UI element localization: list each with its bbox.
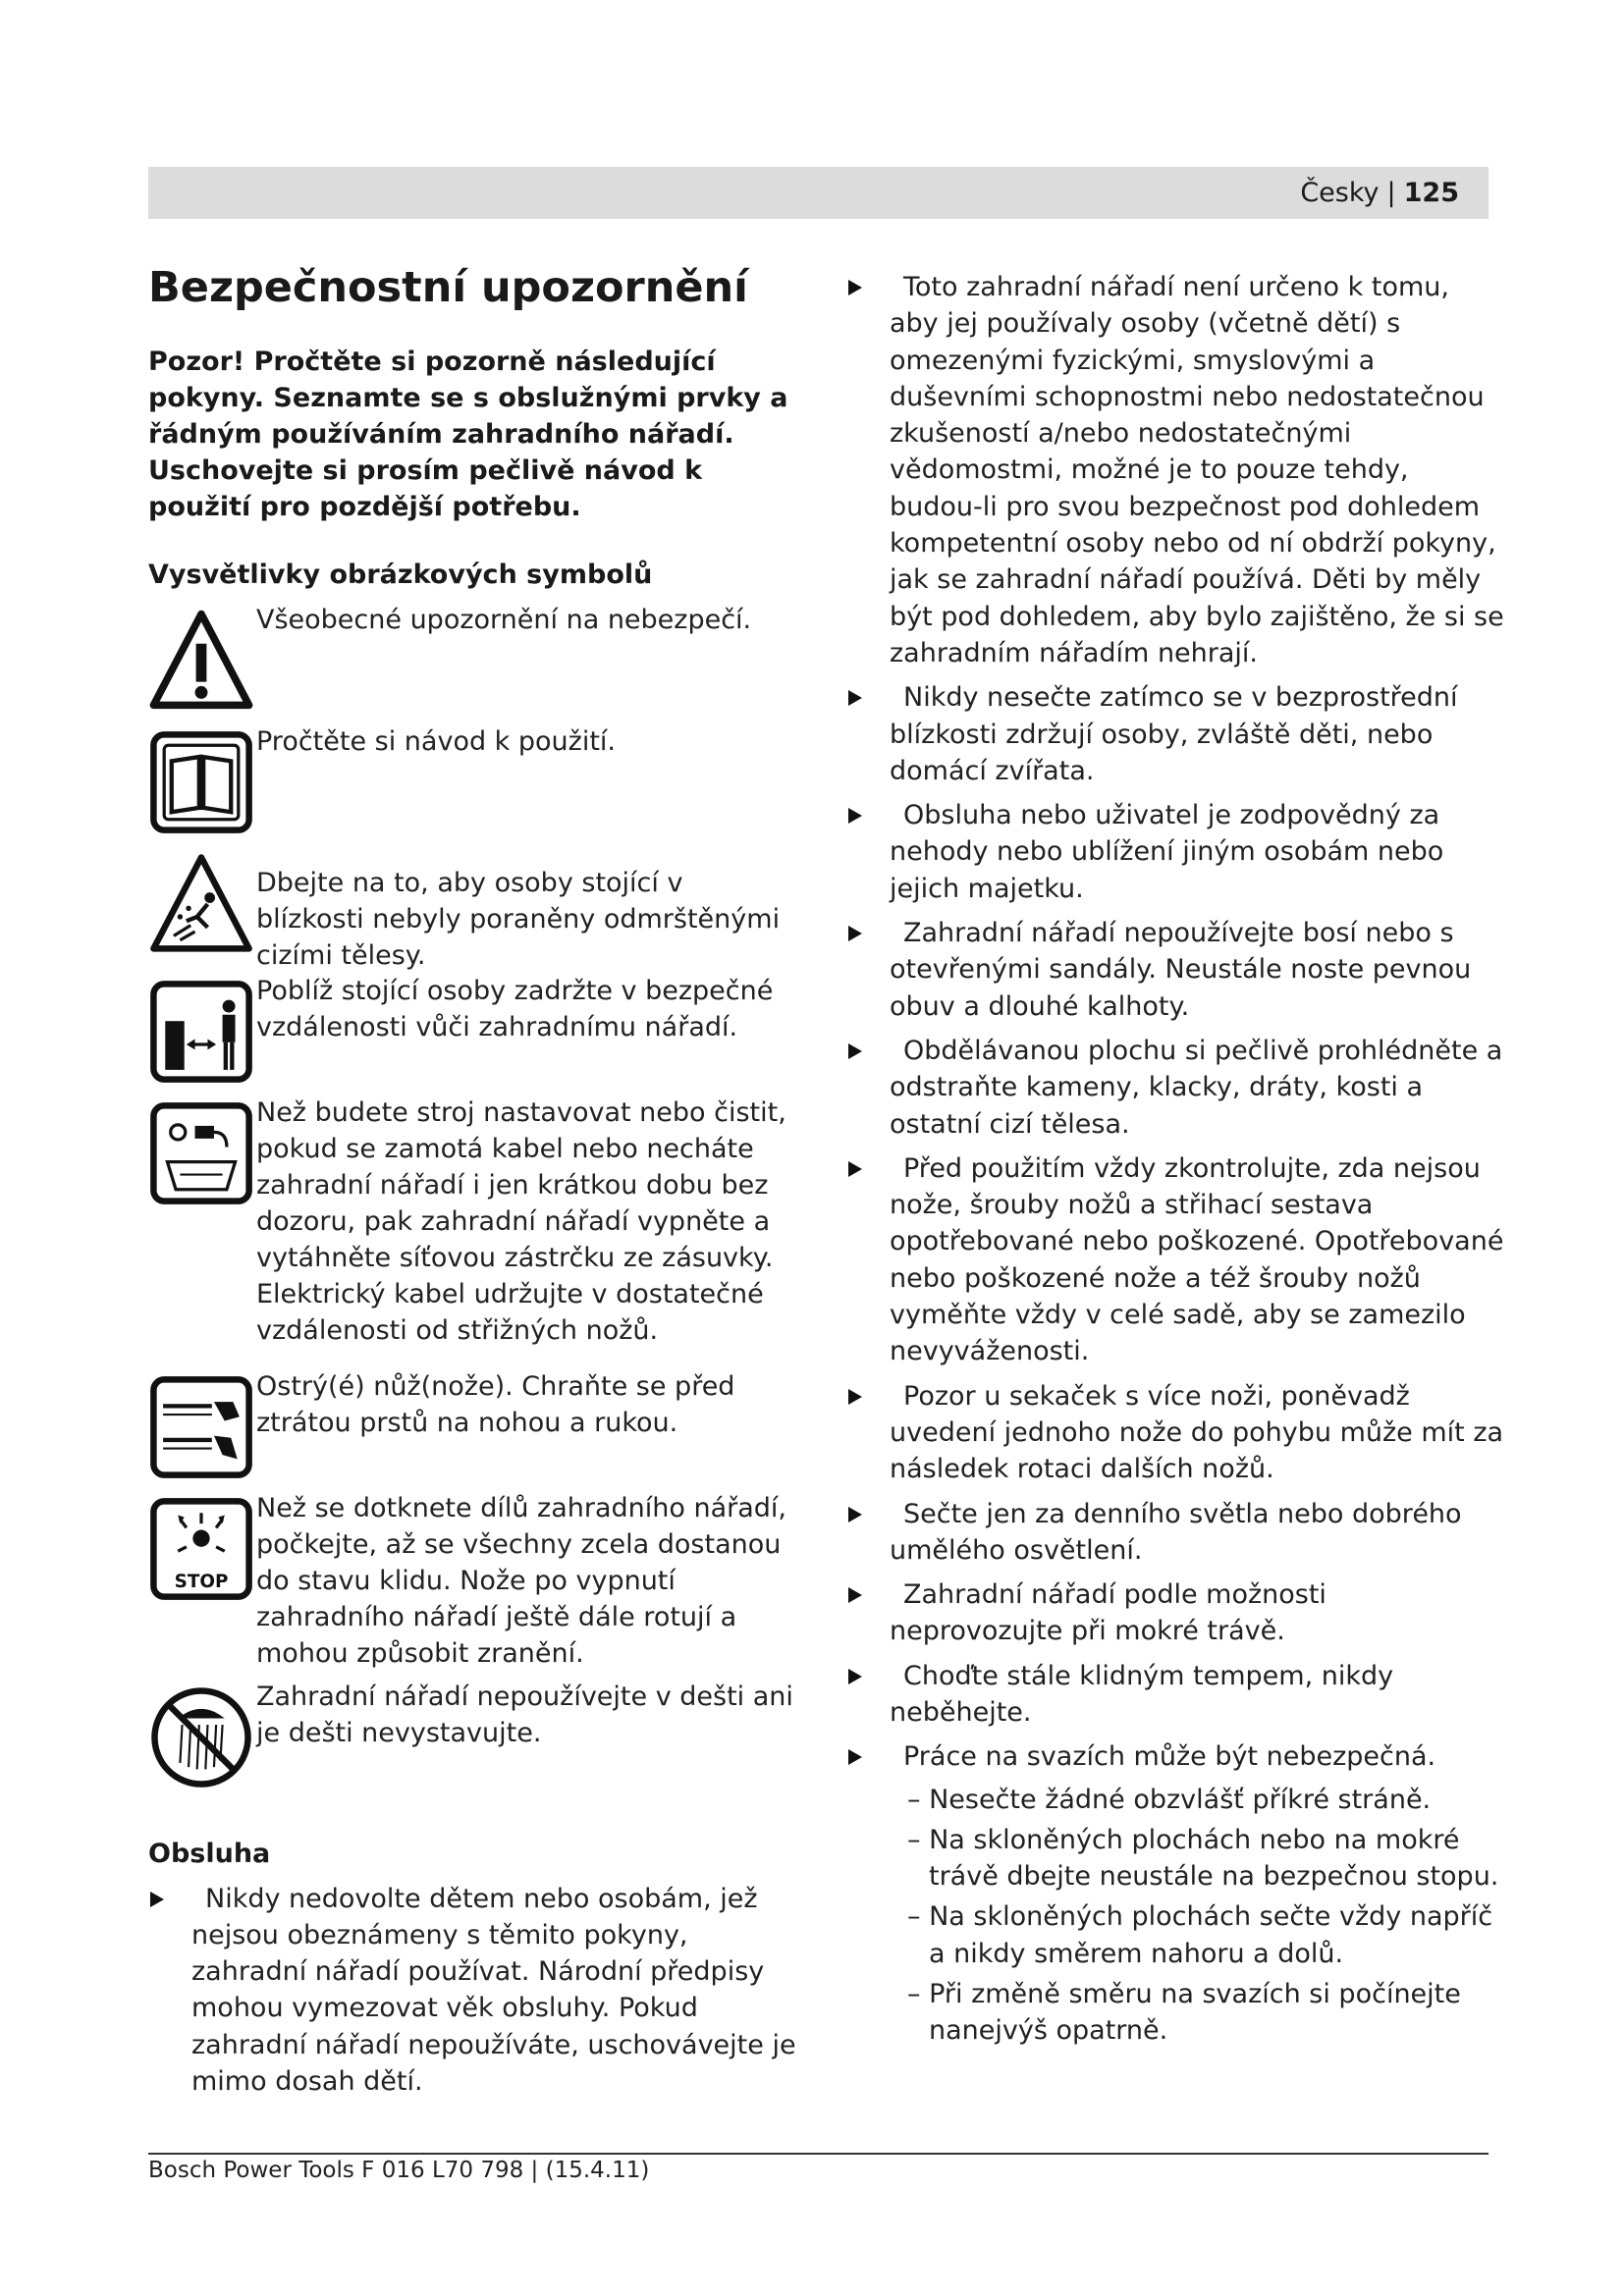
sub-list-item: – Nesečte žádné obzvlášť příkré stráně. — [907, 1784, 1432, 1815]
symbol-row — [148, 1095, 796, 1368]
bullet-arrow-icon — [848, 1043, 862, 1059]
page-number: 125 — [1403, 178, 1459, 208]
left-bullet-list — [148, 1881, 796, 2101]
symbol-text: Pročtěte si návod k použití. — [256, 725, 617, 757]
page-footer: Bosch Power Tools F 016 L70 798 | (15.4.11) — [148, 2158, 650, 2183]
symbol-row — [148, 973, 796, 1095]
symbol-text: Než budete stroj nastavovat nebo čistit, pokud se zamotá kabel nebo necháte zahradní nářadí i jen krátkou dobu bez dozoru, pak zahradní nářadí vypněte a vytáhněte síťovou zástrčku ze zásuvky. Elektrický kabel udržujte v dostatečné vzdálenosti od střižných nožů. — [256, 1096, 786, 1346]
page-title: Bezpečnostní upozornění — [148, 263, 748, 312]
bullet-arrow-icon — [848, 690, 862, 706]
list-item: Obsluha nebo uživatel je zodpovědný za nehody nebo ublížení jiným osobám nebo jejich majetku. — [846, 797, 1504, 907]
symbol-row — [148, 1679, 796, 1828]
symbol-row — [148, 1490, 796, 1679]
header-language: Česky — [1300, 178, 1380, 208]
list-item: Zahradní nářadí podle možnosti neprovozujte při mokré trávě. — [846, 1576, 1504, 1650]
operation-heading: Obsluha — [148, 1838, 271, 1869]
list-item: Nikdy nesečte zatímco se v bezprostřední blízkosti zdržují osoby, zvláště děti, nebo domácí zvířata. — [846, 679, 1504, 789]
bullet-arrow-icon — [848, 1161, 862, 1177]
symbol-row — [148, 723, 796, 845]
bullet-arrow-icon — [848, 1587, 862, 1603]
sub-list-item: – Na skloněných plochách nebo na mokré trávě dbejte neustále na bezpečnou stopu. — [907, 1824, 1499, 1893]
sub-list-item: – Při změně směru na svazích si počínejte nanejvýš opatrně. — [907, 1979, 1461, 2047]
symbol-row — [148, 1368, 796, 1490]
list-item: Toto zahradní nářadí není určeno k tomu, aby jej používaly osoby (včetně dětí) s omezenými fyzickými, smyslovými a duševními schopnostmi nebo nedostatečnou zkušeností a/nebo nedostatečnými vědomostmi, možné je to pouze tehdy, budou-li pro svou bezpečnost pod dohledem kompetentní osoby nebo od ní obdrží pokyny, jak se zahradní nářadí používá. Děti by měly být pod dohledem, aby bylo zajištěno, že si se zahradním nářadím nehrají. — [846, 269, 1504, 671]
symbol-row — [148, 602, 796, 723]
list-item: Před použitím vždy zkontrolujte, zda nejsou nože, šrouby nožů a střihací sestava opotřebované nebo poškozené. Opotřebované nebo poškozené nože a též šrouby nožů vyměňte vždy v celé sadě, aby se zamezilo nevyváženosti. — [846, 1150, 1504, 1370]
sharp-blades-icon — [148, 1368, 256, 1480]
bullet-arrow-icon — [848, 1669, 862, 1684]
bullet-arrow-icon — [848, 926, 862, 941]
list-item: Pozor u sekaček s více noži, poněvadž uvedení jednoho nože do pohybu může mít za následek rotaci dalších nožů. — [846, 1378, 1504, 1488]
symbol-text: Ostrý(é) nůž(nože). Chraňte se před ztrátou prstů na nohou a rukou. — [256, 1370, 735, 1438]
left-column — [148, 263, 796, 2108]
symbol-text: Všeobecné upozornění na nebezpečí. — [256, 604, 752, 635]
manual-book-icon — [148, 723, 256, 835]
intro-text: Pozor! Pročtěte si pozorně následující pokyny. Seznamte se s obslužnými prvky a řádným používáním zahradního nářadí. Uschovejte si prosím pečlivě návod k použití pro pozdější potřebu. — [148, 346, 788, 522]
list-item: Obdělávanou plochu si pečlivě prohlédněte a odstraňte kameny, klacky, dráty, kosti a ostatní cizí tělesa. — [846, 1033, 1504, 1143]
warning-triangle-icon — [148, 602, 256, 714]
list-item: Nikdy nedovolte dětem nebo osobám, jež nejsou obeznámeny s těmito pokyny, zahradní nářadí používat. Národní předpisy mohou vymezovat věk obsluhy. Pokud zahradní nářadí nepoužíváte, uschovávejte je mimo dosah dětí. — [148, 1881, 796, 2101]
header-separator: | — [1386, 178, 1396, 208]
bullet-arrow-icon — [848, 280, 862, 295]
stop-label: STOP — [174, 1571, 229, 1592]
symbol-row — [148, 845, 796, 973]
symbols-heading: Vysvětlivky obrázkových symbolů — [148, 559, 653, 590]
list-item: Sečte jen za denního světla nebo dobrého umělého osvětlení. — [846, 1496, 1504, 1570]
unplug-icon — [148, 1095, 256, 1206]
bullet-arrow-icon — [848, 808, 862, 824]
symbol-text: Než se dotknete dílů zahradního nářadí, počkejte, až se všechny zcela dostanou do stavu klidu. Nože po vypnutí zahradního nářadí ještě dále rotují a mohou způsobit zranění. — [256, 1492, 787, 1669]
bullet-arrow-icon — [848, 1507, 862, 1522]
footer-divider — [148, 2153, 1489, 2155]
bullet-arrow-icon — [848, 1389, 862, 1405]
bullet-arrow-icon — [150, 1892, 164, 1907]
right-column — [846, 269, 1504, 2057]
symbol-text: Zahradní nářadí nepoužívejte v dešti ani je dešti nevystavujte. — [256, 1681, 793, 1748]
sub-list-item: – Na skloněných plochách sečte vždy napříč a nikdy směrem nahoru a dolů. — [907, 1901, 1493, 1969]
page-header — [148, 167, 1489, 219]
thrown-objects-icon — [148, 845, 256, 957]
stop-rotation-icon — [148, 1490, 256, 1602]
symbol-text: Dbejte na to, aby osoby stojící v blízkosti nebyly poraněny odmrštěnými cizími tělesy. — [256, 867, 781, 971]
list-item: Práce na svazích může být nebezpečná. – Nesečte žádné obzvlášť příkré stráně. – Na skloněných plochách nebo na mokré trávě dbejte neustále na bezpečnou stopu. – Na skloněných plochách sečte vždy napříč a nikdy směrem nahoru a dolů. – Při změně směru na svazích si počínejte nanejvýš opatrně. — [846, 1738, 1504, 2049]
right-bullet-list — [846, 269, 1504, 2050]
no-rain-icon — [148, 1679, 256, 1790]
keep-distance-icon — [148, 973, 256, 1085]
list-item: Zahradní nářadí nepoužívejte bosí nebo s otevřenými sandály. Neustále noste pevnou obuv a dlouhé kalhoty. — [846, 915, 1504, 1025]
symbol-text: Poblíž stojící osoby zadržte v bezpečné vzdálenosti vůči zahradnímu nářadí. — [256, 975, 774, 1042]
bullet-arrow-icon — [848, 1749, 862, 1765]
slope-sublist — [890, 1782, 1504, 2050]
list-item: Choďte stále klidným tempem, nikdy neběhejte. — [846, 1658, 1504, 1732]
